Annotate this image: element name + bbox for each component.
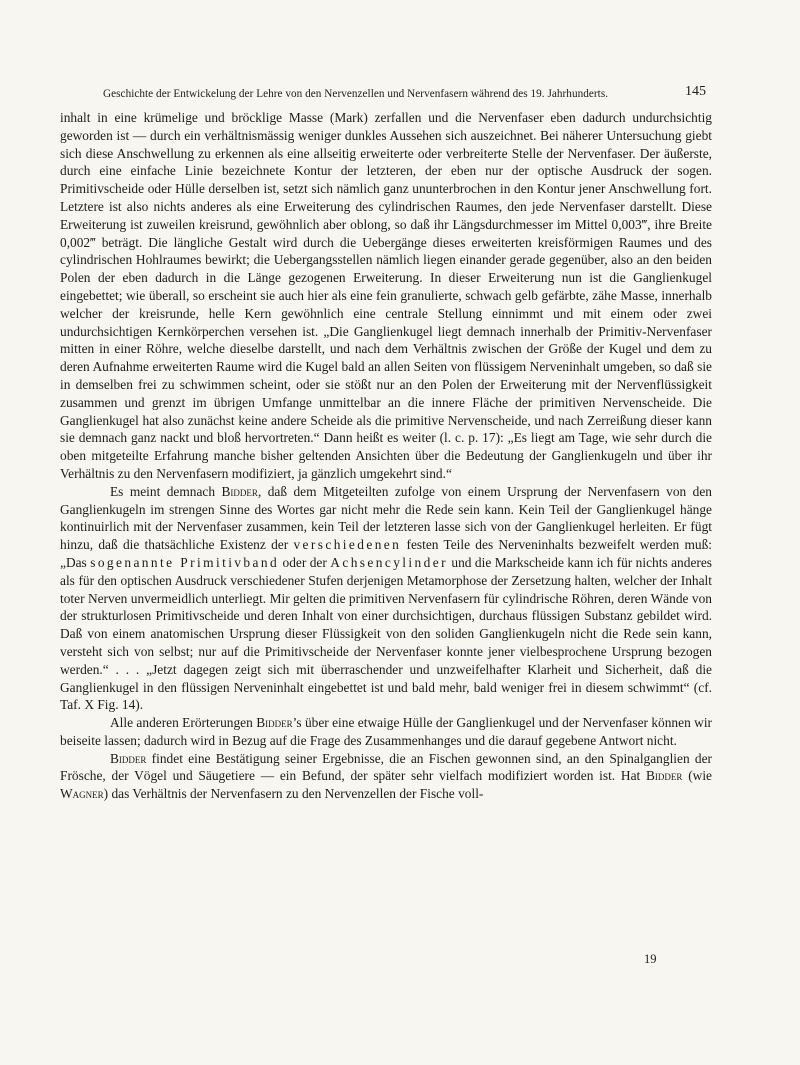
paragraph: [60, 109, 712, 483]
text-run: und die Markscheide kann ich für nichts anderes als für den optischen Ausdruck verschiedener Stufen derjenigen Metamorphose der Zersetzung halten, welcher der Inhalt toter Nerven unvermeidlich unterliegt. Mir gelten die primitiven Nervenfasern für cylindrische Röhren, deren Wände von der strukturlosen Primitivscheide und deren Inhalt von einer durchsichtigen, durchaus flüssigen Substanz gebildet wird. Daß von einem anatomischen Ursprung dieser Flüssigkeit von den soliden Ganglienkugeln nicht die Rede sein kann, versteht sich von selbst; nur auf die Primitivscheide der Nervenfaser konnte jener vielbesprochene Ursprung bezogen werden.“ . . . „Jetzt dagegen zeigt sich mit überraschender und unzweifelhafter Klarheit und Sicherheit, daß die Ganglienkugel in den flüssigen Nerveninhalt eingebettet ist und bald mehr, bald weniger frei in diesem schwimmt“ (cf. Taf. X Fig. 14).: [60, 554, 713, 713]
text-run: , daß dem Mitgeteilten zufolge von einem Ursprung der Nervenfasern von den Ganglienkugeln im strengen Sinne des Wortes gar nicht mehr die Rede sein kann. Kein Teil der Ganglienkugel hänge kontinuirlich mit der Nervenfaser zusammen, kein Teil der letzteren lasse sich von der Ganglienkugel herleiten. Er fügt hinzu, daß die thatsächliche Existenz der: [60, 483, 712, 553]
body-text: [60, 109, 712, 803]
spaced-emphasis: Achsencylinder: [330, 554, 448, 570]
text-run: ) das Verhältnis der Nervenfasern zu den Nervenzellen der Fische voll-: [103, 786, 484, 802]
running-head: Geschichte der Entwickelung der Lehre von den Nervenzellen und Nervenfasern während des 19. Jahrhunderts.: [103, 88, 609, 100]
signature-mark: 19: [644, 952, 657, 966]
author-name: Wagner: [60, 786, 104, 802]
text-run: ’s über eine etwaige Hülle der Ganglienkugel und der Nervenfaser können wir beiseite lassen; dadurch wird in Bezug auf die Frage des Zusammenhanges und die darauf gegebene Antwort nicht.: [60, 715, 712, 748]
paragraph: [60, 750, 712, 803]
paragraph: [60, 714, 712, 750]
paragraph: [60, 483, 712, 714]
text-run: inhalt in eine krümelige und bröcklige Masse (Mark) zerfallen und die Nervenfaser eben dadurch undurchsichtig geworden ist — durch ein verhältnismässig weniger dunkles Aussehen sich auszeichnet. Bei näherer Untersuchung giebt sich diese Anschwellung zu erkennen als eine allseitig erweiterte oder verbreiterte Stelle der Nervenfaser. Der äußerste, durch eine einfache Linie bezeichnete Kontur der letzteren, der eben nur der optische Ausdruck der sogen. Primitivscheide oder Hülle derselben ist, setzt sich nämlich ganz ununterbrochen in den Kontur jener Anschwellung fort. Letztere ist also nichts anderes als eine Erweiterung des cylindrischen Raumes, den jede Nervenfaser darstellt. Diese Erweiterung ist zuweilen kreisrund, gewöhnlich aber oblong, so daß ihr Längsdurchmesser im Mittel 0,003‴, ihre Breite 0,002‴ beträgt. Die längliche Gestalt wird durch die Uebergänge dieses erweiterten kreisförmigen Raumes und des cylindrischen Hohlraumes bewirkt; die Uebergangsstellen nämlich liegen einander gerade gegenüber, also an den beiden Polen der eben dadurch in die Länge gezogenen Erweiterung. In dieser Erweiterung nun ist die Ganglienkugel eingebettet; wie überall, so erscheint sie auch hier als eine fein granulierte, schwach gelb gefärbte, zähe Masse, innerhalb welcher der kreisrunde, helle Kern gewöhnlich eine centrale Stellung einnimmt und mit einem oder zwei undurchsichtigen Kernkörperchen versehen ist. „Die Ganglienkugel liegt demnach innerhalb der Primitiv-Nervenfaser mitten in einer Röhre, welche dieselbe darstellt, und nach dem Verhältnis zwischen der Größe der Kugel und dem zu deren Aufnahme erweiterten Raume wird die Kugel bald an allen Seiten von flüssigem Nerveninhalt umgeben, so daß sie in demselben frei zu schwimmen scheint, oder sie stößt nur an den Polen der Erweiterung mit der Nervenflüssigkeit zusammen und grenzt im übrigen Umfange unmittelbar an die innere Fläche der primitiven Nervenscheide. Die Ganglienkugel hat also zunächst keine andere Scheide als die primitive Nervenscheide, und nach Zerreißung dieser kann sie demnach ganz nackt und bloß hervortreten.“ Dann heißt es weiter (l. c. p. 17): „Es liegt am Tage, wie sehr durch die oben mitgeteilte Erfahrung manche bisher geltenden Ansichten über die Bedeutung der Ganglienkugeln und über ihr Verhältnis zu den Nervenfasern modifiziert, ja gänzlich umgekehrt sind.“: [60, 110, 712, 481]
text-run: oder der: [279, 554, 331, 570]
page-number: 145: [685, 84, 706, 99]
author-name: Bidder: [646, 768, 683, 784]
spaced-emphasis: verschiedenen: [293, 537, 402, 553]
text-run: findet eine Bestätigung seiner Ergebnisse, die an Fischen gewonnen sind, an den Spinalganglien der Frösche, der Vögel und Säugetiere — ein Befund, der später sehr vielfach modifiziert worden ist. Hat: [60, 750, 712, 784]
author-name: Bidder: [110, 750, 147, 766]
author-name: Bidder: [256, 715, 293, 731]
text-run: festen Teile des Nerveninhalts bezweifelt werden muß: „Das: [60, 537, 712, 570]
text-run: Alle anderen Erörterungen: [110, 715, 257, 731]
text-run: Es meint demnach: [110, 483, 222, 499]
author-name: Bidder: [221, 483, 258, 499]
spaced-emphasis: sogenannte Primitivband: [90, 554, 280, 570]
text-run: (wie: [682, 768, 712, 784]
